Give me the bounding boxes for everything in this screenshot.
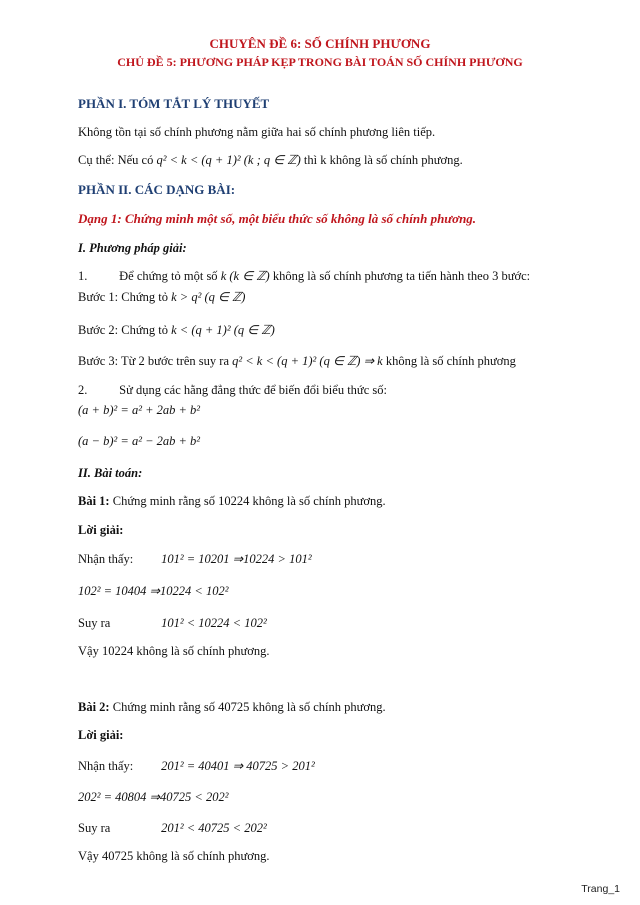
exercise-2	[78, 699, 386, 715]
document-title: CHUYÊN ĐỀ 6: SỐ CHÍNH PHƯƠNG	[209, 36, 431, 51]
step-2-label: Bước 2: Chứng tỏ	[78, 323, 168, 337]
step-1-label: Bước 1: Chứng tỏ	[78, 290, 168, 304]
exercise-1	[78, 493, 386, 509]
theory-specific	[78, 152, 463, 168]
exercise-1-line-1	[78, 551, 312, 567]
exercise-1-observe-formula: 101² = 10201 ⇒10224 > 101²	[161, 552, 312, 566]
theory-paragraph: Không tồn tại số chính phương nằm giữa hai số chính phương liên tiếp.	[78, 125, 436, 139]
exercise-2-infer-label: Suy ra	[78, 821, 111, 835]
method-heading: I. Phương pháp giải:	[78, 241, 187, 255]
step-1-formula: k > q² (q ∈ ℤ)	[171, 290, 246, 304]
exercise-2-observe-formula: 201² = 40401 ⇒ 40725 > 201²	[161, 759, 315, 773]
exercise-1-line-3	[78, 615, 267, 631]
theory-formula: q² < k < (q + 1)² (k ; q ∈ ℤ)	[156, 153, 301, 167]
section-heading-part2: PHẦN II. CÁC DẠNG BÀI:	[78, 182, 236, 197]
method-item-1-pre: Để chứng tỏ một số	[119, 269, 218, 283]
exercise-2-conclusion: Vậy 40725 không là số chính phương.	[78, 849, 270, 863]
step-3-post: không là số chính phương	[385, 354, 516, 368]
step-3-formula: q² < k < (q + 1)² (q ∈ ℤ) ⇒ k	[232, 354, 383, 368]
solution-label-2: Lời giải:	[78, 728, 124, 742]
solution-label-1: Lời giải:	[78, 523, 124, 537]
theory-specific-pre: Cụ thể: Nếu có	[78, 153, 154, 167]
method-item-1-number: 1.	[78, 269, 88, 283]
exercise-1-observe-label: Nhận thấy:	[78, 552, 134, 566]
exercise-2-infer-formula: 201² < 40725 < 202²	[161, 821, 267, 835]
exercise-1-line-2: 102² = 10404 ⇒10224 < 102²	[78, 584, 229, 598]
exercise-2-label: Bài 2:	[78, 700, 110, 714]
exercise-1-conclusion: Vậy 10224 không là số chính phương.	[78, 644, 270, 658]
step-1	[78, 289, 245, 305]
section-heading-part1: PHẦN I. TÓM TẮT LÝ THUYẾT	[78, 96, 270, 111]
identity-2: (a − b)² = a² − 2ab + b²	[78, 434, 201, 448]
method-item-2-text: Sử dụng các hằng đẳng thức để biến đổi biểu thức số:	[119, 383, 387, 397]
step-2-formula: k < (q + 1)² (q ∈ ℤ)	[171, 323, 275, 337]
exercise-2-line-3	[78, 820, 267, 836]
exercise-1-label: Bài 1:	[78, 494, 110, 508]
identity-1: (a + b)² = a² + 2ab + b²	[78, 403, 201, 417]
method-item-1-formula: k (k ∈ ℤ)	[220, 269, 270, 283]
step-2	[78, 322, 275, 338]
method-item-2	[78, 382, 387, 398]
method-item-2-number: 2.	[78, 383, 88, 397]
exercise-2-text: Chứng minh rằng số 40725 không là số chính phương.	[112, 700, 386, 714]
exercise-2-line-1	[78, 758, 315, 774]
exercise-1-infer-formula: 101² < 10224 < 102²	[161, 616, 267, 630]
exercise-1-text: Chứng minh rằng số 10224 không là số chính phương.	[112, 494, 386, 508]
method-item-1-post: không là số chính phương ta tiến hành theo 3 bước:	[272, 269, 531, 283]
exercise-2-line-2: 202² = 40804 ⇒40725 < 202²	[78, 790, 229, 804]
theory-specific-post: thì k không là số chính phương.	[303, 153, 463, 167]
step-3-label: Bước 3: Từ 2 bước trên suy ra	[78, 354, 229, 368]
exercise-2-observe-label: Nhận thấy:	[78, 759, 134, 773]
problem-type-heading: Dạng 1: Chứng minh một số, một biểu thức số không là số chính phương.	[78, 211, 477, 226]
page-number: Trang_1	[581, 883, 620, 895]
document-subtitle: CHỦ ĐỀ 5: PHƯƠNG PHÁP KẸP TRONG BÀI TOÁN SỐ CHÍNH PHƯƠNG	[117, 55, 523, 69]
method-item-1	[78, 268, 530, 284]
exercise-1-infer-label: Suy ra	[78, 616, 111, 630]
step-3	[78, 353, 516, 369]
exercise-heading: II. Bài toán:	[78, 466, 143, 480]
